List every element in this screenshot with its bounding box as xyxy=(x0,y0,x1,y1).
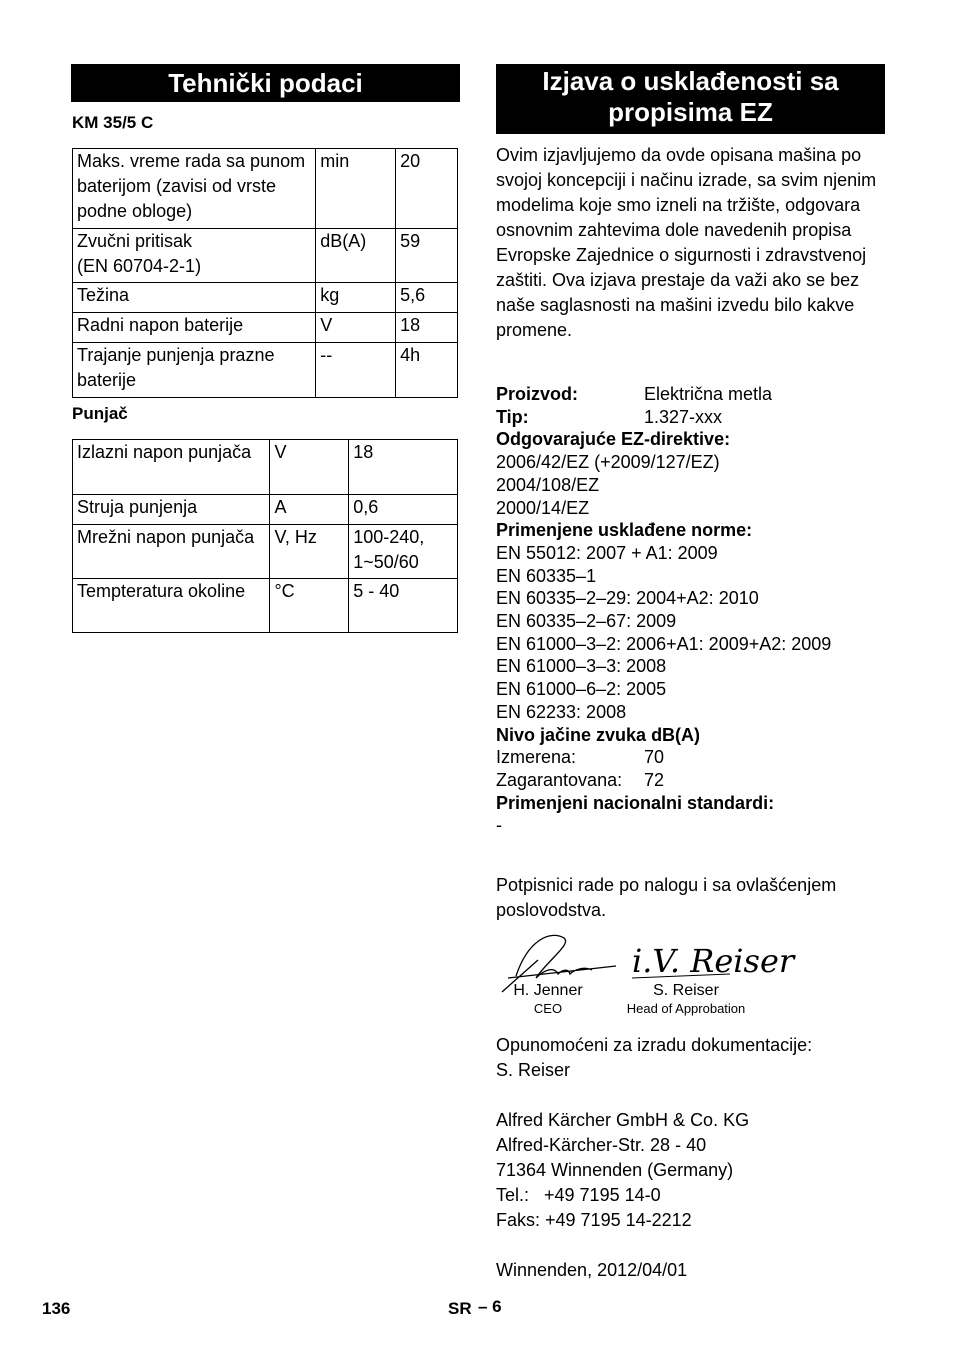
table-row xyxy=(73,313,458,343)
norms-heading: Primenjene usklađene norme: xyxy=(496,520,753,541)
spec-label: Trajanje punjenja prazne baterije xyxy=(73,343,316,398)
directives-heading: Odgovarajuće EZ-direktive: xyxy=(496,429,731,450)
table-row xyxy=(73,440,458,495)
type-label: Tip: xyxy=(496,406,529,427)
spec-label: Težina xyxy=(73,283,316,313)
product-value: Električna metla xyxy=(644,384,773,404)
norm-item: EN 60335–2–29: 2004+A2: 2010 xyxy=(496,588,759,609)
table-row xyxy=(73,343,458,398)
table-row xyxy=(73,229,458,283)
guaranteed-label: Zagarantovana: xyxy=(496,769,623,790)
norm-item: EN 61000–3–3: 2008 xyxy=(496,656,667,677)
spec-label: Zvučni pritisak (EN 60704-2-1) xyxy=(73,229,316,283)
spec-value: 5,6 xyxy=(396,283,458,313)
address-line: Tel.: +49 7195 14-0 xyxy=(496,1185,661,1205)
signatory-role: Head of Approbation xyxy=(626,1001,746,1016)
charger-label: Tempteratura okoline xyxy=(73,579,270,633)
spec-value: 18 xyxy=(396,313,458,343)
norm-item: EN 60335–2–67: 2009 xyxy=(496,611,677,632)
charger-value: 18 xyxy=(349,440,458,495)
signatory-role: CEO xyxy=(533,1001,563,1016)
address-line: 71364 Winnenden (Germany) xyxy=(496,1160,734,1180)
section-title-declaration: Izjava o usklađenosti sa propisima EZ xyxy=(496,64,885,134)
charger-unit: V, Hz xyxy=(270,525,349,579)
signatory-name: H. Jenner xyxy=(513,982,583,999)
spec-unit: V xyxy=(316,313,396,343)
product-label: Proizvod: xyxy=(496,384,579,404)
norm-item: EN 55012: 2007 + A1: 2009 xyxy=(496,542,718,563)
table-row xyxy=(73,283,458,313)
table-row xyxy=(73,579,458,633)
company-address xyxy=(496,1108,916,1233)
charger-value: 5 - 40 xyxy=(349,579,458,633)
charger-label: Struja punjenja xyxy=(73,495,270,525)
section-page-number: – 6 xyxy=(478,1297,502,1316)
technical-data-table xyxy=(72,148,458,398)
type-value: 1.327-xxx xyxy=(644,406,723,427)
language-code: SR xyxy=(448,1299,472,1318)
norm-item: EN 61000–6–2: 2005 xyxy=(496,679,667,700)
address-line: Alfred Kärcher GmbH & Co. KG xyxy=(496,1110,750,1130)
charger-table xyxy=(72,439,458,633)
address-line: Faks: +49 7195 14-2212 xyxy=(496,1210,692,1230)
declaration-details xyxy=(496,383,936,837)
spec-value: 20 xyxy=(396,149,458,229)
place-date: Winnenden, 2012/04/01 xyxy=(496,1260,688,1280)
spec-unit: kg xyxy=(316,283,396,313)
spec-value: 4h xyxy=(396,343,458,398)
signatory-name: S. Reiser xyxy=(653,982,719,999)
signatories-note: Potpisnici rade po nalogu i sa ovlašćenjem poslovodstva. xyxy=(496,875,837,920)
section-title-technical-data: Tehnički podaci xyxy=(71,64,460,102)
charger-heading: Punjač xyxy=(72,404,128,423)
sound-level-heading: Nivo jačine zvuka dB(A) xyxy=(496,724,701,745)
spec-value: 59 xyxy=(396,229,458,283)
charger-unit: °C xyxy=(270,579,349,633)
charger-label: Mrežni napon punjača xyxy=(73,525,270,579)
signature-reiser xyxy=(630,934,795,984)
spec-unit: dB(A) xyxy=(316,229,396,283)
spec-unit: min xyxy=(316,149,396,229)
directive-item: 2004/108/EZ xyxy=(496,474,600,495)
product-row xyxy=(496,383,936,406)
table-row xyxy=(73,149,458,229)
table-row xyxy=(73,495,458,525)
page-number: 136 xyxy=(42,1299,71,1318)
measured-value: 70 xyxy=(644,747,665,768)
type-row xyxy=(496,406,936,429)
documentation-authority-label: Opunomoćeni za izradu dokumentacije: xyxy=(496,1035,813,1055)
guaranteed-value: 72 xyxy=(644,769,665,790)
address-line: Alfred-Kärcher-Str. 28 - 40 xyxy=(496,1135,707,1155)
charger-value: 100-240, 1~50/60 xyxy=(349,525,458,579)
directive-item: 2006/42/EZ (+2009/127/EZ) xyxy=(496,452,720,473)
norm-item: EN 61000–3–2: 2006+A1: 2009+A2: 2009 xyxy=(496,633,832,654)
national-standards-heading: Primenjeni nacionalni standardi: xyxy=(496,792,775,813)
model-name: KM 35/5 C xyxy=(72,113,154,132)
guaranteed-row xyxy=(496,769,936,792)
directive-item: 2000/14/EZ xyxy=(496,497,590,518)
measured-label: Izmerena: xyxy=(496,747,577,768)
norm-item: EN 62233: 2008 xyxy=(496,701,627,722)
spec-unit: -- xyxy=(316,343,396,398)
signatory-jenner xyxy=(498,982,598,1018)
documentation-authority xyxy=(496,1033,916,1083)
charger-unit: A xyxy=(270,495,349,525)
national-standards-value: - xyxy=(496,815,502,836)
charger-unit: V xyxy=(270,440,349,495)
spec-label: Radni napon baterije xyxy=(73,313,316,343)
norm-item: EN 60335–1 xyxy=(496,565,597,586)
table-row xyxy=(73,525,458,579)
signature-reiser-handwriting: i.V. Reiser xyxy=(632,942,795,980)
measured-row xyxy=(496,746,936,769)
charger-label: Izlazni napon punjača xyxy=(73,440,270,495)
signatory-reiser xyxy=(618,982,754,1018)
documentation-authority-name: S. Reiser xyxy=(496,1060,571,1080)
declaration-intro: Ovim izjavljujemo da ovde opisana mašina po svojoj koncepciji i načinu izrade, sa svim njenim modelima koje smo izneli na tržište, odgovara osnovnim zahtevima dole navedenih propisa Evropske Zajednice o sigurnosti i zdravstvenoj zaštiti. Ova izjava prestaje da važi ako se bez naše saglasnosti na mašini izvedu bilo kakve promene. xyxy=(496,145,877,340)
charger-value: 0,6 xyxy=(349,495,458,525)
spec-label: Maks. vreme rada sa punom baterijom (zavisi od vrste podne obloge) xyxy=(73,149,316,229)
